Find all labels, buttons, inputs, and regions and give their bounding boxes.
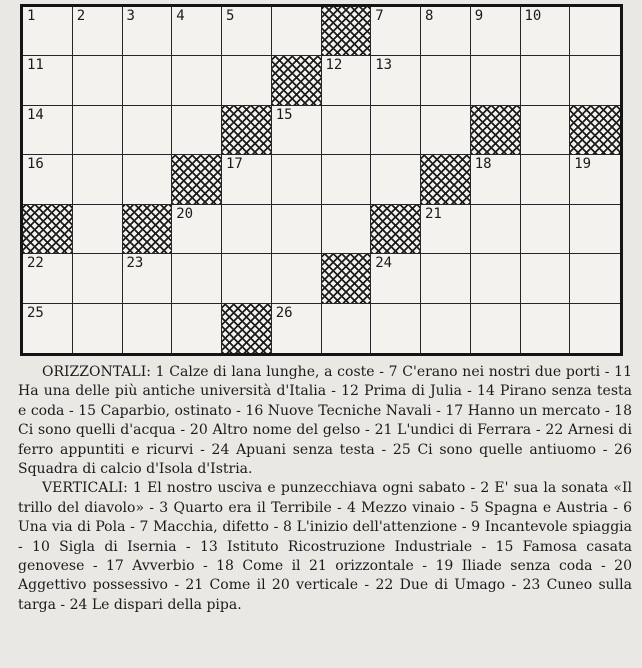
across-title: ORIZZONTALI:: [42, 364, 151, 380]
cell-number: 14: [27, 106, 44, 123]
cell-number: 15: [275, 106, 293, 123]
black-cell: [172, 155, 222, 204]
cell-number: 21: [425, 205, 442, 222]
grid-cell: [73, 304, 123, 353]
grid-cell: [570, 155, 620, 204]
black-cell: [471, 106, 521, 155]
cell-number: 9: [474, 8, 484, 24]
grid-cell: [322, 106, 372, 155]
grid-cell: [73, 106, 123, 155]
cell-number: 23: [126, 255, 144, 272]
black-cell: [123, 205, 173, 254]
grid-cell: [471, 254, 521, 303]
grid-cell: [222, 254, 272, 303]
grid-cell: [421, 56, 471, 105]
grid-cell: [322, 155, 372, 204]
grid-cell: [123, 7, 173, 56]
cell-number: 13: [375, 57, 393, 74]
grid-cell: [421, 106, 471, 155]
grid-cell: [471, 304, 521, 353]
grid-cell: [521, 254, 571, 303]
grid-cell: [521, 56, 571, 105]
grid-cell: [570, 304, 620, 353]
grid-cell: [272, 205, 322, 254]
grid-cell: [322, 304, 372, 353]
crossword-grid: [20, 4, 623, 356]
cell-number: 22: [27, 255, 44, 272]
cell-number: 12: [325, 57, 343, 74]
grid-cell: [172, 304, 222, 353]
cell-number: 18: [474, 156, 492, 173]
grid-cell: [471, 7, 521, 56]
cell-number: 19: [574, 156, 592, 173]
grid-cell: [123, 155, 173, 204]
grid-cell: [570, 254, 620, 303]
black-cell: [570, 106, 620, 155]
grid-cell: [23, 7, 73, 56]
grid-cell: [73, 7, 123, 56]
grid-cell: [570, 7, 620, 56]
black-cell: [421, 155, 471, 204]
grid-cell: [123, 106, 173, 155]
grid-cell: [172, 56, 222, 105]
grid-cell: [222, 7, 272, 56]
down-text: 1 El nostro usciva e punzecchiava ogni sabato - 2 E' sua la sonata «Il trillo del diavolo» - 3 Quarto era il Terribile - 4 Mezzo vinaio - 5 Spagna e Austria - 6 Una via di Pola - 7 Macchia, difetto - 8 L'inizio dell'attenzione - 9 Incantevole spiaggia - 10 Sigla di Isernia - 13 Istituto Ricostruzione Industriale - 15 Famosa casata genovese - 17 Avverbio - 18 Come il 21 orizzontale - 19 Iliade senza coda - 20 Aggettivo possessivo - 21 Come il 20 verticale - 22 Due di Umago - 23 Cuneo sulla targa - 24 Le dispari della pipa.: [18, 480, 632, 613]
cell-number: 26: [275, 304, 293, 321]
black-cell: [222, 106, 272, 155]
grid-cell: [371, 7, 421, 56]
grid-cell: [73, 205, 123, 254]
cell-number: 2: [76, 8, 86, 24]
grid-cell: [73, 155, 123, 204]
grid-cell: [521, 106, 571, 155]
grid-cell: [322, 205, 372, 254]
grid-cell: [421, 254, 471, 303]
black-cell: [272, 56, 322, 105]
grid-cell: [272, 254, 322, 303]
cell-number: 25: [27, 304, 44, 321]
grid-cell: [421, 205, 471, 254]
across-text: 1 Calze di lana lunghe, a coste - 7 C'erano nei nostri due porti - 11 Ha una delle più antiche università d'Italia - 12 Prima di Julia - 14 Pirano senza testa e coda - 15 Caparbio, ostinato - 16 Nuove Tecniche Navali - 17 Hanno un mercato - 18 Ci sono quelli d'acqua - 20 Altro nome del gelso - 21 L'undici di Ferrara - 22 Arnesi di ferro appuntiti e ricurvi - 24 Apuani senza testa - 25 Ci sono quelle antiuomo - 26 Squadra di calcio d'Isola d'Istria.: [18, 364, 632, 478]
grid-cell: [123, 304, 173, 353]
across-clues: [18, 363, 632, 479]
grid-cell: [421, 304, 471, 353]
grid-cell: [222, 155, 272, 204]
black-cell: [371, 205, 421, 254]
grid-cell: [521, 304, 571, 353]
cell-number: 11: [27, 57, 44, 74]
grid-cell: [322, 56, 372, 105]
cell-number: 20: [176, 205, 194, 222]
grid-cell: [471, 205, 521, 254]
cell-number: 5: [226, 8, 235, 24]
cell-number: 1: [27, 8, 36, 24]
grid-cell: [272, 155, 322, 204]
grid-cell: [23, 254, 73, 303]
grid-cell: [570, 56, 620, 105]
grid-cell: [123, 254, 173, 303]
cell-number: 8: [425, 8, 434, 24]
grid-cell: [521, 155, 571, 204]
grid-cell: [371, 155, 421, 204]
grid-cell: [272, 7, 322, 56]
grid-cell: [371, 106, 421, 155]
grid-cell: [521, 7, 571, 56]
grid-cell: [570, 205, 620, 254]
grid-cell: [371, 56, 421, 105]
cell-number: 24: [375, 255, 393, 272]
grid-cell: [371, 304, 421, 353]
cell-number: 7: [375, 8, 384, 24]
grid-cell: [23, 56, 73, 105]
cell-number: 16: [27, 156, 44, 173]
grid-cell: [123, 56, 173, 105]
down-title: VERTICALI:: [42, 480, 128, 497]
black-cell: [322, 7, 372, 56]
cell-number: 4: [176, 8, 185, 24]
cell-number: 3: [126, 8, 135, 24]
grid-cell: [73, 254, 123, 303]
grid-cell: [23, 304, 73, 353]
cell-number: 17: [226, 156, 243, 173]
grid-cell: [222, 205, 272, 254]
grid-cell: [172, 205, 222, 254]
grid-cell: [471, 56, 521, 105]
grid-cell: [471, 155, 521, 204]
grid-cell: [272, 106, 322, 155]
grid-cell: [172, 254, 222, 303]
grid-cell: [23, 106, 73, 155]
down-clues: [18, 479, 632, 615]
grid-cell: [371, 254, 421, 303]
grid-cell: [521, 205, 571, 254]
grid-cell: [222, 56, 272, 105]
black-cell: [222, 304, 272, 353]
black-cell: [322, 254, 372, 303]
grid-cell: [73, 56, 123, 105]
grid-cell: [23, 155, 73, 204]
grid-cell: [172, 106, 222, 155]
grid-cell: [272, 304, 322, 353]
grid-cell: [421, 7, 471, 56]
black-cell: [23, 205, 73, 254]
grid-cell: [172, 7, 222, 56]
clues-section: [18, 363, 632, 615]
cell-number: 10: [524, 8, 542, 24]
